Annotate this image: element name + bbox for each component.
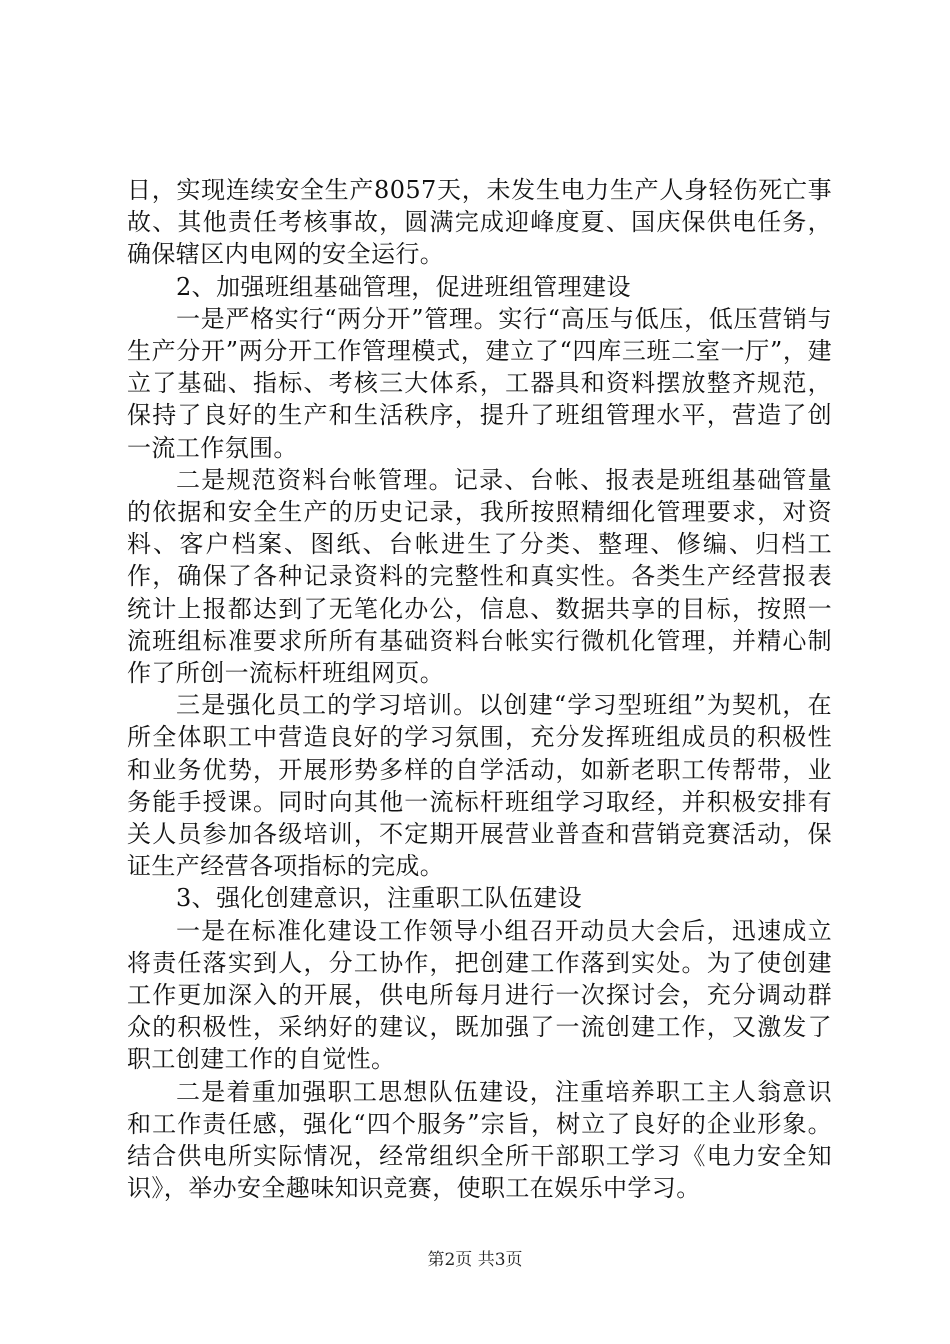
paragraph: 二是着重加强职工思想队伍建设，注重培养职工主人翁意识和工作责任感，强化“四个服务”宗旨，树立了良好的企业形象。结合供电所实际情况，经常组织全所干部职工学习《电力安全知识》，举办安全趣味知识竞赛，使职工在娱乐中学习。	[127, 1077, 832, 1203]
paragraph: 日，实现连续安全生产8057天，未发生电力生产人身轻伤死亡事故、其他责任考核事故，圆满完成迎峰度夏、国庆保供电任务，确保辖区内电网的安全运行。	[127, 176, 832, 269]
paragraph: 二是规范资料台帐管理。记录、台帐、报表是班组基础管量的依据和安全生产的历史记录，我所按照精细化管理要求，对资料、客户档案、图纸、台帐进生了分类、整理、修编、归档工作，确保了各种记录资料的完整性和真实性。各类生产经营报表统计上报都达到了无笔化办公，信息、数据共享的目标，按照一流班组标准要求所所有基础资料台帐实行微机化管理，并精心制作了所创一流标杆班组网页。	[127, 465, 832, 688]
document-body	[127, 174, 832, 1205]
paragraph: 一是严格实行“两分开”管理。实行“高压与低压，低压营销与生产分开”两分开工作管理模式，建立了“四库三班二室一厅”，建立了基础、指标、考核三大体系，工器具和资料摆放整齐规范，保持了良好的生产和生活秩序，提升了班组管理水平，营造了创一流工作氛围。	[127, 304, 832, 462]
paragraph: 三是强化员工的学习培训。以创建“学习型班组”为契机，在所全体职工中营造良好的学习氛围，充分发挥班组成员的积极性和业务优势，开展形势多样的自学活动，如新老职工传帮带，业务能手授课。同时向其他一流标杆班组学习取经，并积极安排有关人员参加各级培训，不定期开展营业普查和营销竞赛活动，保证生产经营各项指标的完成。	[127, 691, 832, 881]
section-heading: 2、加强班组基础管理，促进班组管理建设	[176, 272, 631, 301]
page-footer: 第2页 共3页	[427, 1250, 523, 1270]
section-heading: 3、强化创建意识，注重职工队伍建设	[176, 884, 583, 913]
paragraph: 一是在标准化建设工作领导小组召开动员大会后，迅速成立将责任落实到人，分工协作，把创建工作落到实处。为了使创建工作更加深入的开展，供电所每月进行一次探讨会，充分调动群众的积极性，采纳好的建议，既加强了一流创建工作，又激发了职工创建工作的自觉性。	[127, 916, 832, 1074]
